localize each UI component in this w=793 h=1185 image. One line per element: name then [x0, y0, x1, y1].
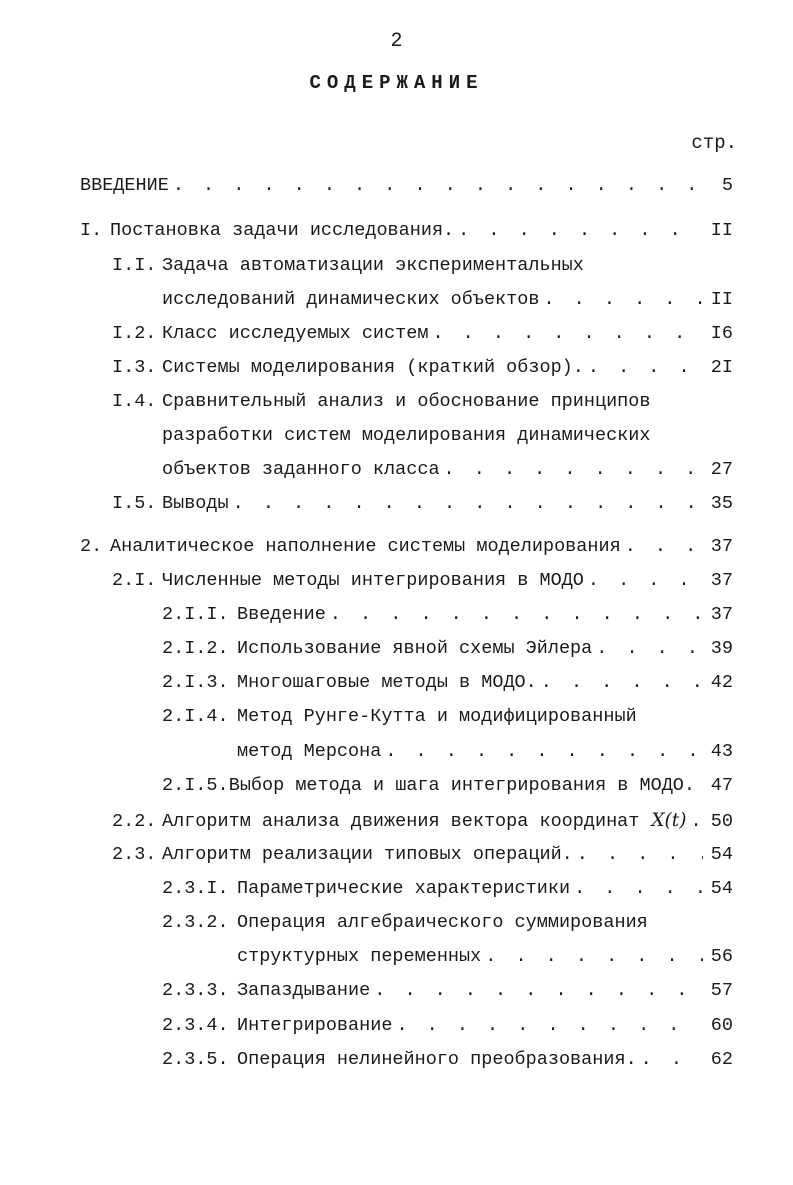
- toc-entry: [162, 706, 733, 727]
- toc-entry-number: I.5.: [112, 493, 157, 514]
- toc-entry-text: Выбор метода и шага интегрирования в МОДО.: [228, 775, 695, 796]
- toc-entry: [162, 425, 733, 446]
- toc-leader-dots: [326, 604, 703, 625]
- toc-entry-page: 37: [710, 570, 733, 591]
- toc-entry-page: 43: [710, 741, 733, 762]
- toc-entry: [112, 357, 733, 378]
- toc-entry-number: 2.3.5.: [162, 1049, 229, 1070]
- toc-entry: [162, 1049, 733, 1070]
- toc-entry-page: 54: [710, 878, 733, 899]
- toc-entry: [162, 289, 733, 310]
- toc-entry: [80, 536, 733, 557]
- toc-entry: [112, 323, 733, 344]
- toc-entry-number: I.I.: [112, 255, 157, 276]
- toc-entry-page: 56: [710, 946, 733, 967]
- toc-entry-number: I.3.: [112, 357, 157, 378]
- toc-entry-text: Постановка задачи исследования.: [110, 220, 455, 241]
- toc-entry: [162, 878, 733, 899]
- toc-entry-number: 2.I.2.: [162, 638, 229, 659]
- toc-entry-text: метод Мерсона: [237, 741, 382, 762]
- toc-entry: [162, 638, 733, 659]
- toc-entry-page: 5: [721, 175, 733, 196]
- toc-entry-text: Операция нелинейного преобразования.: [237, 1049, 637, 1070]
- toc-entry-text: Алгоритм реализации типовых операций.: [162, 844, 573, 865]
- toc-leader-dots: [169, 175, 703, 196]
- page-number: 2: [390, 30, 403, 53]
- toc-entry-number: I.4.: [112, 391, 157, 412]
- toc-entry-page: 60: [710, 1015, 733, 1036]
- toc-entry: [80, 220, 733, 241]
- toc-entry: [237, 946, 733, 967]
- toc-entry: [237, 741, 733, 762]
- toc-leader-dots: [686, 811, 703, 832]
- toc-leader-dots: [570, 878, 703, 899]
- toc-entry-number: 2.3.4.: [162, 1015, 229, 1036]
- toc-leader-dots: [454, 220, 703, 241]
- toc-entry-page: 39: [710, 638, 733, 659]
- toc-entry-page: 37: [710, 536, 733, 557]
- toc-entry-page: 37: [710, 604, 733, 625]
- toc-entry-text: структурных переменных: [237, 946, 482, 967]
- toc-entry-text: Задача автоматизации экспериментальных: [162, 255, 584, 276]
- toc-entry: [112, 391, 733, 412]
- toc-entry-page: 57: [710, 980, 733, 1001]
- toc-entry: [112, 493, 733, 514]
- page-title: СОДЕРЖАНИЕ: [309, 72, 484, 94]
- toc-entry-number: 2.I.3.: [162, 672, 229, 693]
- toc-entry-text: Выводы: [162, 493, 229, 514]
- toc-leader-dots: [584, 357, 703, 378]
- toc-entry-number: 2.2.: [112, 811, 157, 832]
- toc-leader-dots: [440, 459, 703, 480]
- toc-leader-dots: [637, 1049, 703, 1070]
- toc-leader-dots: [584, 570, 703, 591]
- toc-leader-dots: [392, 1015, 703, 1036]
- toc-leader-dots: [695, 775, 703, 796]
- toc-entry-text: Введение: [237, 604, 326, 625]
- toc-entry: [162, 459, 733, 480]
- toc-entry-text: Использование явной схемы Эйлера: [237, 638, 593, 659]
- toc-entry-text: Численные методы интегрирования в МОДО: [162, 570, 584, 591]
- toc-leader-dots: [621, 536, 703, 557]
- toc-entry-number: I.2.: [112, 323, 157, 344]
- toc-leader-dots: [573, 844, 703, 865]
- toc-entry-text: Алгоритм анализа движения вектора координат: [162, 811, 640, 832]
- toc-entry-page: 62: [710, 1049, 733, 1070]
- toc-entry-number: 2.3.: [112, 844, 157, 865]
- toc-entry-text: Операция алгебраического суммирования: [237, 912, 648, 933]
- toc-entry-number: 2.3.2.: [162, 912, 229, 933]
- toc-entry: [162, 1015, 733, 1036]
- toc-entry-number: 2.: [80, 536, 103, 557]
- toc-entry-page: 47: [710, 775, 733, 796]
- toc-entry-page: 42: [710, 672, 733, 693]
- toc-entry-text: Аналитическое наполнение системы моделирования: [110, 536, 621, 557]
- toc-entry-number: 2.I.4.: [162, 706, 229, 727]
- toc-entry: [112, 570, 733, 591]
- toc-leader-dots: [370, 980, 703, 1001]
- toc-entry-page: 2I: [710, 357, 733, 378]
- toc-entry: [80, 175, 733, 196]
- toc-entry-page: 35: [710, 493, 733, 514]
- toc-entry-text: ВВЕДЕНИЕ: [80, 175, 169, 196]
- toc-entry-text: Запаздывание: [237, 980, 371, 1001]
- toc-leader-dots: [229, 493, 703, 514]
- toc-entry-text: разработки систем моделирования динамических: [162, 425, 651, 446]
- toc-entry: [162, 672, 733, 693]
- toc-entry: [162, 912, 733, 933]
- toc-entry-number: 2.3.3.: [162, 980, 229, 1001]
- toc-entry-text: Метод Рунге-Кутта и модифицированный: [237, 706, 637, 727]
- toc-entry: [162, 604, 733, 625]
- toc-entry-math: X(t): [651, 810, 687, 831]
- toc-entry: [112, 255, 733, 276]
- toc-entry-text: Сравнительный анализ и обоснование принципов: [162, 391, 651, 412]
- toc-entry-text: Многошаговые методы в МОДО.: [237, 672, 537, 693]
- toc-entry-number: 2.I.5.: [162, 775, 229, 796]
- toc-entry-number: 2.3.I.: [162, 878, 229, 899]
- toc-entry-page: I6: [710, 323, 733, 344]
- toc-entry: [112, 810, 733, 832]
- toc-entry-text: Системы моделирования (краткий обзор).: [162, 357, 584, 378]
- toc-entry: [112, 844, 733, 865]
- toc-leader-dots: [537, 672, 703, 693]
- toc-leader-dots: [428, 323, 703, 344]
- toc-entry-text: объектов заданного класса: [162, 459, 440, 480]
- toc-entry-number: I.: [80, 220, 103, 241]
- toc-entry-text: Интегрирование: [237, 1015, 393, 1036]
- toc-entry-page: 54: [710, 844, 733, 865]
- toc-entry-text: Класс исследуемых систем: [162, 323, 429, 344]
- toc-entry: [162, 980, 733, 1001]
- toc-entry-page: II: [710, 220, 733, 241]
- toc-entry-page: II: [710, 289, 733, 310]
- toc-entry-number: 2.I.: [112, 570, 157, 591]
- toc-leader-dots: [539, 289, 703, 310]
- toc-entry-text: Параметрические характеристики: [237, 878, 571, 899]
- toc-entry-number: 2.I.I.: [162, 604, 229, 625]
- toc-leader-dots: [381, 741, 703, 762]
- toc-entry-text: исследований динамических объектов: [162, 289, 540, 310]
- toc-entry: [162, 775, 733, 796]
- toc-entry-page: 50: [710, 811, 733, 832]
- toc-entry-page: 27: [710, 459, 733, 480]
- toc-leader-dots: [592, 638, 703, 659]
- toc-leader-dots: [481, 946, 703, 967]
- page-column-label: стр.: [691, 132, 737, 154]
